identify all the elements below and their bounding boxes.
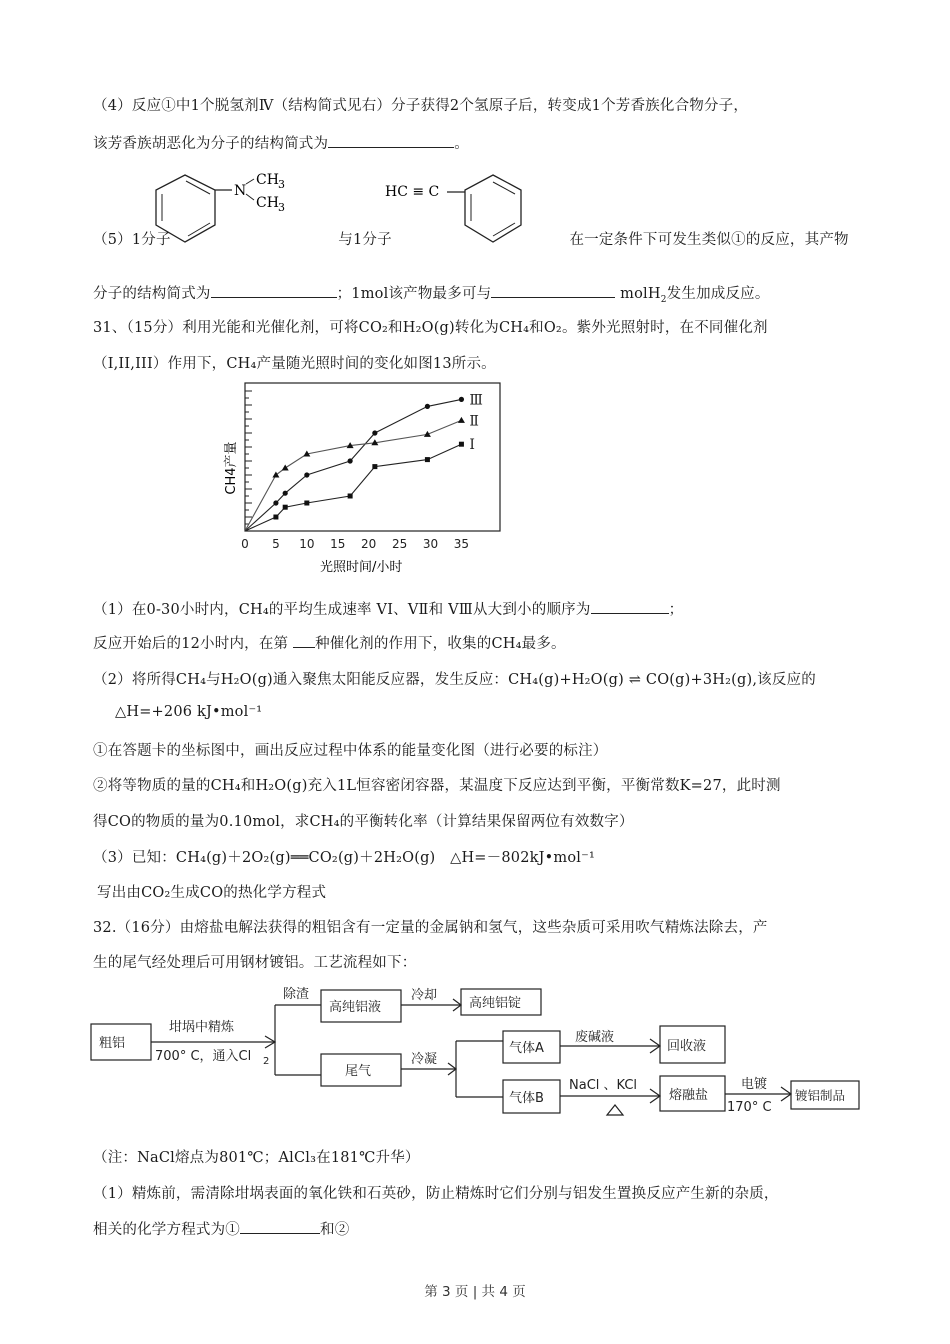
flow-cool: 冷却 bbox=[411, 988, 438, 1003]
svg-text:20: 20 bbox=[361, 537, 377, 551]
q32-intro-line2: 生的尾气经处理后可用钢材镀铝。工艺流程如下： bbox=[93, 955, 417, 971]
svg-text:Ⅲ: Ⅲ bbox=[469, 392, 483, 409]
svg-text:Ⅰ: Ⅰ bbox=[469, 437, 475, 454]
flow-condense: 冷凝 bbox=[411, 1052, 438, 1067]
q31-p3-line1: （3）已知：CH₄(g)＋2O₂(g)══CO₂(g)＋2H₂O(g) △H=－802kJ•mol⁻¹ bbox=[93, 850, 595, 866]
x-axis-label: 光照时间/小时 bbox=[320, 560, 403, 575]
flow-pure-liquid: 高纯铝液 bbox=[329, 1000, 382, 1015]
q30-p4-line1: （4）反应①中1个脱氢剂Ⅳ（结构简式见右）分子获得2个氢原子后，转变成1个芳香族化合物分子， bbox=[93, 98, 749, 114]
flow-slag: 除渣 bbox=[283, 987, 310, 1002]
svg-text:N: N bbox=[234, 183, 247, 199]
svg-text:Ⅱ: Ⅱ bbox=[469, 413, 479, 430]
q30-p5-text-b: ；1mol该产物最多可与 bbox=[336, 286, 492, 302]
q31-p1-text-b: 种催化剂的作用下，收集的CH₄最多。 bbox=[315, 636, 566, 652]
q31-intro-line1: 31、（15分）利用光能和光催化剂，可将CO₂和H₂O(g)转化为CH₄和O₂。紫外光照射时，在不同催化剂 bbox=[93, 320, 768, 336]
subscript: 2 bbox=[660, 294, 667, 305]
q32-p1-text-a: 相关的化学方程式为① bbox=[93, 1222, 240, 1238]
q31-p3-line2: 写出由CO₂生成CO的热化学方程式 bbox=[97, 885, 327, 901]
answer-blank bbox=[240, 1219, 320, 1234]
flow-pure-ingot: 高纯铝锭 bbox=[469, 996, 522, 1011]
flow-salts: NaCl 、KCl bbox=[569, 1078, 638, 1093]
flow-tail-gas: 尾气 bbox=[345, 1064, 372, 1079]
q31-p2-sub2-line1: ②将等物质的量的CH₄和H₂O(g)充入1L恒容密闭容器，某温度下反应达到平衡，平衡常数K=27，此时测 bbox=[93, 778, 781, 794]
y-axis-label: CH4产量 bbox=[224, 441, 239, 495]
ch4-yield-chart bbox=[215, 378, 515, 578]
answer-blank bbox=[293, 633, 315, 648]
flow-plating: 电镀 bbox=[741, 1077, 768, 1092]
flow-plated-product: 镀铝制品 bbox=[795, 1088, 846, 1103]
q32-p1-text-b: 和② bbox=[320, 1222, 350, 1238]
q31-p2-sub1: ①在答题卡的坐标图中，画出反应过程中体系的能量变化图（进行必要的标注） bbox=[93, 743, 608, 759]
svg-text:3: 3 bbox=[278, 178, 285, 191]
flow-crude-al: 粗铝 bbox=[99, 1036, 126, 1051]
svg-text:3: 3 bbox=[278, 201, 285, 214]
svg-text:0: 0 bbox=[241, 537, 249, 551]
flow-waste-alkali: 废碱液 bbox=[575, 1030, 615, 1045]
molecule2-label: HC ≡ C bbox=[385, 184, 440, 200]
q31-intro-line2: （I,II,III）作用下，CH₄产量随光照时间的变化如图13所示。 bbox=[93, 356, 496, 372]
q30-p5-text-a: 分子的结构简式为 bbox=[93, 286, 211, 302]
flow-refine-sub: 2 bbox=[263, 1056, 270, 1067]
q31-p1-line2 bbox=[93, 632, 566, 653]
svg-text:10: 10 bbox=[299, 537, 315, 551]
answer-blank bbox=[491, 283, 615, 298]
answer-blank bbox=[591, 599, 669, 614]
flow-gas-a: 气体A bbox=[509, 1041, 544, 1056]
q31-p2-line1: （2）将所得CH₄与H₂O(g)通入聚焦太阳能反应器，发生反应：CH₄(g)+H₂O(g) ⇌ CO(g)+3H₂(g),该反应的 bbox=[93, 672, 816, 688]
q30-p5-mid: 与1分子 bbox=[338, 232, 392, 248]
flow-molten-salt: 熔融盐 bbox=[669, 1088, 709, 1103]
answer-blank bbox=[211, 283, 337, 298]
flow-plating-temp: 170° C bbox=[727, 1100, 772, 1115]
q30-p5-prefix: （5）1分子 bbox=[93, 232, 171, 248]
q30-p5-line2 bbox=[93, 282, 770, 305]
flow-gas-b: 气体B bbox=[509, 1091, 544, 1106]
q32-intro-line1: 32.（16分）由熔盐电解法获得的粗铝含有一定量的金属钠和氢气，这些杂质可采用吹气精炼法除去，产 bbox=[93, 920, 768, 936]
svg-text:25: 25 bbox=[391, 537, 408, 551]
svg-text:5: 5 bbox=[272, 537, 280, 551]
q31-p1-text-a: 反应开始后的12小时内，在第 bbox=[93, 636, 289, 652]
q31-p1-line1 bbox=[93, 598, 683, 619]
flow-refine-bottom: 700° C，通入Cl bbox=[155, 1049, 252, 1064]
svg-text:30: 30 bbox=[422, 537, 439, 551]
q30-p4-end: 。 bbox=[454, 136, 469, 152]
q30-p4-line2 bbox=[93, 132, 469, 153]
q30-p5-text-d: 发生加成反应。 bbox=[666, 286, 770, 302]
q31-p1-end: ； bbox=[668, 602, 684, 618]
flow-refine-top: 坩埚中精炼 bbox=[169, 1020, 235, 1035]
q32-p1-line1: （1）精炼前，需清除坩埚表面的氧化铁和石英砂，防止精炼时它们分别与铝发生置换反应产生新的杂质， bbox=[93, 1186, 779, 1202]
q30-p4-text: 该芳香族胡恶化为分子的结构简式为 bbox=[93, 136, 329, 152]
q31-p1-text: （1）在0-30小时内，CH₄的平均生成速率 VⅠ、VⅡ和 VⅢ从大到小的顺序为 bbox=[93, 602, 591, 618]
svg-text:CH: CH bbox=[256, 172, 279, 188]
q32-p1-line2 bbox=[93, 1218, 349, 1239]
svg-text:35: 35 bbox=[453, 537, 470, 551]
q32-note: （注：NaCl熔点为801℃；AlCl₃在181℃升华） bbox=[93, 1150, 420, 1166]
q31-p2-sub2-line2: 得CO的物质的量为0.10mol，求CH₄的平衡转化率（计算结果保留两位有效数字） bbox=[93, 814, 634, 830]
page-footer: 第 3 页 | 共 4 页 bbox=[424, 1284, 526, 1300]
flow-recovered: 回收液 bbox=[667, 1039, 707, 1054]
q30-p5-line1 bbox=[93, 228, 849, 249]
answer-blank bbox=[328, 133, 454, 148]
svg-text:15: 15 bbox=[330, 537, 346, 551]
process-flow-diagram bbox=[85, 975, 875, 1125]
q30-p5-text-c: molH bbox=[615, 286, 661, 302]
q31-p2-line2: △H=+206 kJ•mol⁻¹ bbox=[115, 704, 263, 720]
q30-p5-suffix: 在一定条件下可发生类似①的反应，其产物 bbox=[569, 232, 849, 248]
svg-text:CH: CH bbox=[256, 195, 279, 211]
